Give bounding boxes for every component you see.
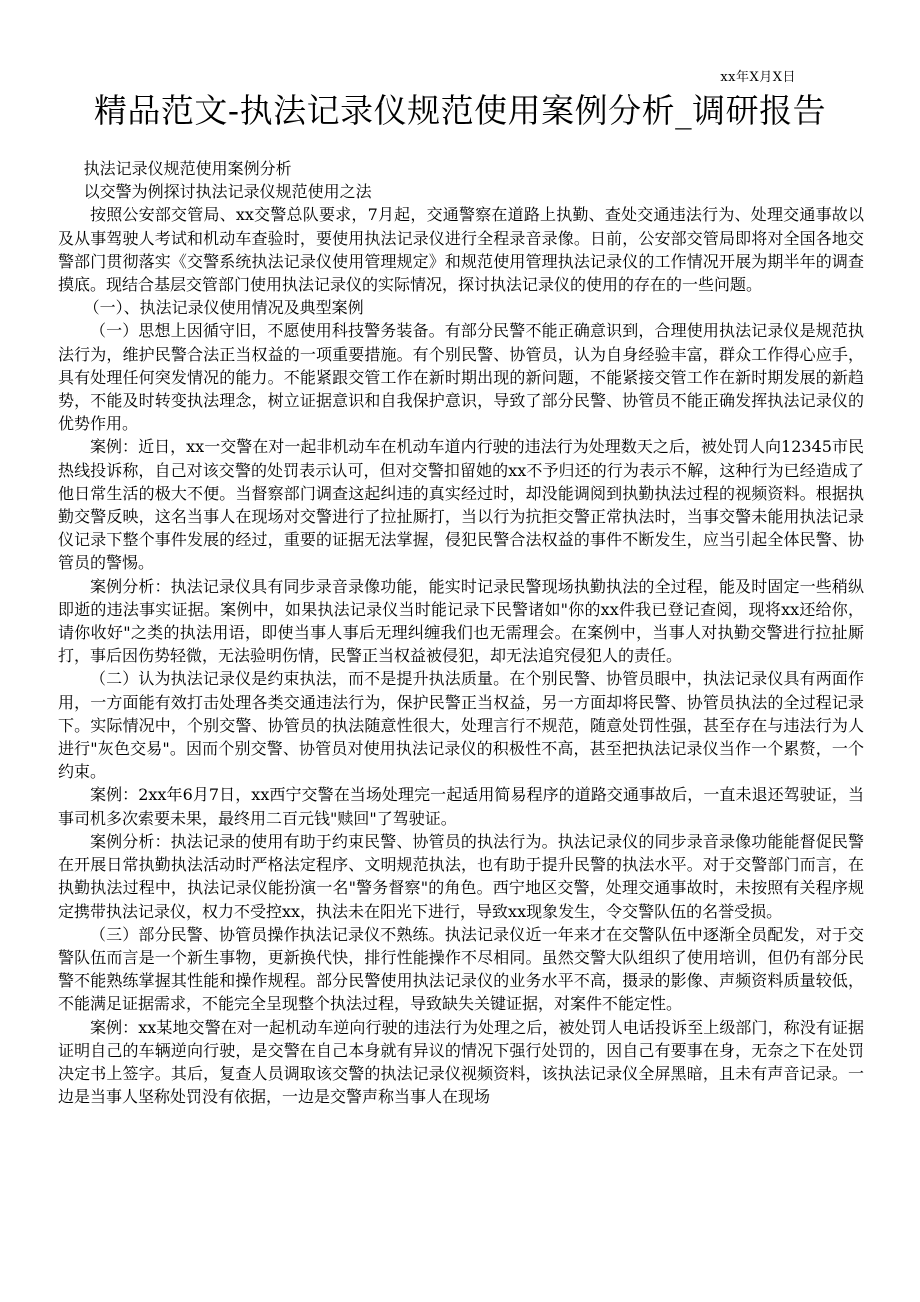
body-paragraph: 案例：2xx年6月7日，xx西宁交警在当场处理完一起适用简易程序的道路交通事故后，一直未退还驾驶证，当事司机多次索要未果，最终用二百元钱"赎回"了驾驶证。 <box>58 785 864 828</box>
body-paragraph: 案例分析：执法记录的使用有助于约束民警、协管员的执法行为。执法记录仪的同步录音录像功能能督促民警在开展日常执勤执法活动时严格法定程序、文明规范执法，也有助于提升民警的执法水平。对于交警部门而言，在执勤执法过程中，执法记录仪能扮演一名"警务督察"的角色。西宁地区交警，处理交通事故时，未按照有关程序规定携带执法记录仪，权力不受控xx，执法未在阳光下进行，导致xx现象发生，令交警队伍的名誉受损。 <box>58 831 864 921</box>
body-paragraph: 案例：近日，xx一交警在对一起非机动车在机动车道内行驶的违法行为处理数天之后，被处罚人向12345市民热线投诉称，自己对该交警的处罚表示认可，但对交警扣留她的xx不予归还的行为表示不解，这种行为已经造成了他日常生活的极大不便。当督察部门调查这起纠违的真实经过时，却没能调阅到执勤执法过程的视频资料。根据执勤交警反映，这名当事人在现场对交警进行了拉扯厮打，当以行为抗拒交警正常执法时，当事交警未能用执法记录仪记录下整个事件发展的经过，重要的证据无法掌握，侵犯民警合法权益的事件不断发生，应当引起全体民警、协管员的警惕。 <box>58 437 864 573</box>
document-body <box>58 157 864 1108</box>
body-paragraph: （三）部分民警、协管员操作执法记录仪不熟练。执法记录仪近一年来才在交警队伍中逐渐全员配发，对于交警队伍而言是一个新生事物，更新换代快，排行性能操作不尽相同。虽然交警大队组织了使用培训，但仍有部分民警不能熟练掌握其性能和操作规程。部分民警使用执法记录仪的业务水平不高，摄录的影像、声频资料质量较低，不能满足证据需求，不能完全呈现整个执法过程，导致缺失关键证据，对案件不能定性。 <box>58 924 864 1014</box>
body-paragraph: （一）思想上因循守旧，不愿使用科技警务装备。有部分民警不能正确意识到，合理使用执法记录仪是规范执法行为，维护民警合法正当权益的一项重要措施。有个别民警、协管员，认为自身经验丰富，群众工作得心应手，具有处理任何突发情况的能力。不能紧跟交管工作在新时期出现的新问题，不能紧接交管工作在新时期发展的新趋势，不能及时转变执法理念，树立证据意识和自我保护意识，导致了部分民警、协管员不能正确发挥执法记录仪的优势作用。 <box>58 321 864 434</box>
subtitle-line: 执法记录仪规范使用案例分析 <box>83 159 292 178</box>
subtitle-line: 以交警为例探讨执法记录仪规范使用之法 <box>83 182 372 202</box>
body-paragraph: 案例：xx某地交警在对一起机动车逆向行驶的违法行为处理之后，被处罚人电话投诉至上级部门，称没有证据证明自己的车辆逆向行驶，是交警在自己本身就有异议的情况下强行处罚的，因自己有要事在身，无奈之下在处罚决定书上签字。其后，复查人员调取该交警的执法记录仪视频资料，该执法记录仪全屏黑暗，且未有声音记录。一边是当事人坚称处罚没有依据，一边是交警声称当事人在现场 <box>58 1017 864 1107</box>
document-date: xx年X月X日 <box>720 70 796 85</box>
body-paragraph: 按照公安部交管局、xx交警总队要求，7月起，交通警察在道路上执勤、查处交通违法行为、处理交通事故以及从事驾驶人考试和机动车查验时，要使用执法记录仪进行全程录音录像。日前，公安部交管局即将对全国各地交警部门贯彻落实《交警系统执法记录仪使用管理规定》和规范使用管理执法记录仪的工作情况开展为期半年的调查摸底。现结合基层交管部门使用执法记录仪的实际情况，探讨执法记录仪的使用的存在的一些问题。 <box>58 205 864 295</box>
section-heading: （一）、执法记录仪使用情况及典型案例 <box>83 298 364 318</box>
document-title: 精品范文-执法记录仪规范使用案例分析_调研报告 <box>93 91 827 130</box>
body-paragraph: （二）认为执法记录仪是约束执法，而不是提升执法质量。在个别民警、协管员眼中，执法记录仪具有两面作用，一方面能有效打击处理各类交通违法行为，保护民警正当权益，另一方面却将民警、协管员执法的全过程记录下。实际情况中，个别交警、协管员的执法随意性很大，处理言行不规范，随意处罚性强，甚至存在与违法行为人进行"灰色交易"。因而个别交警、协管员对使用执法记录仪的积极性不高，甚至把执法记录仪当作一个累赘，一个约束。 <box>58 669 864 782</box>
body-paragraph: 案例分析：执法记录仪具有同步录音录像功能，能实时记录民警现场执勤执法的全过程，能及时固定一些稍纵即逝的违法事实证据。案例中，如果执法记录仪当时能记录下民警诸如"你的xx件我已登记查阅，现将xx还给你，请你收好"之类的执法用语，即使当事人事后无理纠缠我们也无需理会。在案例中，当事人对执勤交警进行拉扯厮打，事后因伤势轻微，无法验明伤情，民警正当权益被侵犯，却无法追究侵犯人的责任。 <box>58 576 864 666</box>
